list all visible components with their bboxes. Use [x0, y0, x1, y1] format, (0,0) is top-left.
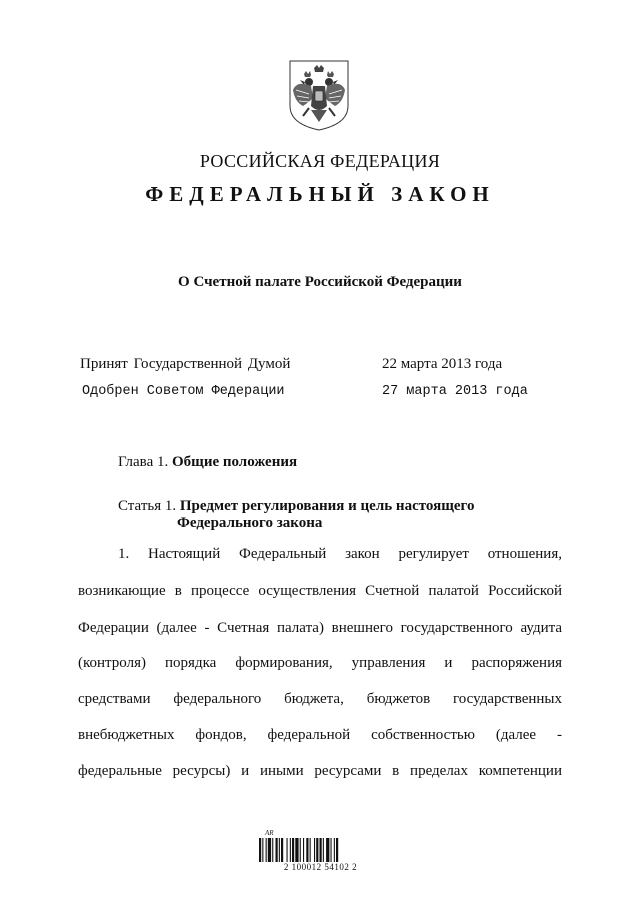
article-title-line2: Федерального закона — [177, 515, 323, 531]
body-line: 1. Настоящий Федеральный закон регулирует отношения, — [118, 546, 562, 562]
law-title: О Счетной палате Российской Федерации — [178, 274, 462, 290]
barcode-bar — [310, 838, 311, 862]
article-title-line1: Предмет регулирования и цель настоящего — [179, 498, 475, 514]
barcode-bar — [331, 838, 332, 862]
barcode-bar — [276, 838, 278, 862]
barcode-bar — [326, 838, 329, 862]
chapter-heading — [118, 454, 297, 471]
barcode-bar — [334, 838, 335, 862]
barcode-bar — [281, 838, 283, 862]
adopted-by-duma-label: Принят Государственной Думой — [80, 356, 291, 372]
coat-of-arms-emblem — [287, 58, 351, 132]
body-line: средствами федерального бюджета, бюджетов государственных — [78, 691, 562, 707]
barcode-bar — [259, 838, 261, 862]
double-headed-eagle-icon — [287, 58, 351, 132]
barcode-bar — [323, 838, 324, 862]
signature-mark: AR — [265, 829, 274, 837]
body-line: (контроля) порядка формирования, управления и распоряжения — [78, 655, 562, 671]
barcode-bar — [306, 838, 308, 862]
chapter-prefix: Глава 1. — [118, 454, 169, 470]
approved-by-council-label: Одобрен Советом Федерации — [82, 384, 285, 399]
barcode-bars — [253, 828, 388, 862]
body-line: внебюджетных фондов, федеральной собственностью (далее - — [78, 727, 562, 743]
body-line: возникающие в процессе осуществления Счетной палатой Российской — [78, 583, 562, 599]
barcode-bar — [316, 838, 318, 862]
article-prefix: Статья 1. — [118, 498, 177, 514]
country-name: РОССИЙСКАЯ ФЕДЕРАЦИЯ — [199, 151, 441, 171]
chapter-name: Общие положения — [171, 454, 298, 470]
barcode-bar — [272, 838, 273, 862]
adopted-date: 22 марта 2013 года — [382, 356, 503, 372]
approved-date: 27 марта 2013 года — [382, 384, 528, 399]
barcode-bar — [292, 838, 294, 862]
barcode-bar — [314, 838, 315, 862]
barcode-bar — [266, 838, 267, 862]
barcode-bar — [295, 838, 298, 862]
barcode-bar — [290, 838, 291, 862]
barcode-bar — [268, 838, 271, 862]
barcode-bar — [336, 838, 338, 862]
barcode-bar — [303, 838, 304, 862]
body-line: федеральные ресурсы) и иными ресурсами в пределах компетенции — [78, 763, 562, 779]
barcode-bar — [300, 838, 301, 862]
barcode-bar — [287, 838, 288, 862]
barcode-bar — [279, 838, 280, 862]
barcode-bar — [320, 838, 322, 862]
barcode-bar — [262, 838, 263, 862]
body-line: Федерации (далее - Счетная палата) внешнего государственного аудита — [78, 620, 562, 636]
barcode — [253, 828, 388, 894]
article-heading — [118, 498, 475, 515]
barcode-number: 2 100012 54102 2 — [283, 862, 358, 872]
document-type: ФЕДЕРАЛЬНЫЙ ЗАКОН — [145, 182, 495, 206]
